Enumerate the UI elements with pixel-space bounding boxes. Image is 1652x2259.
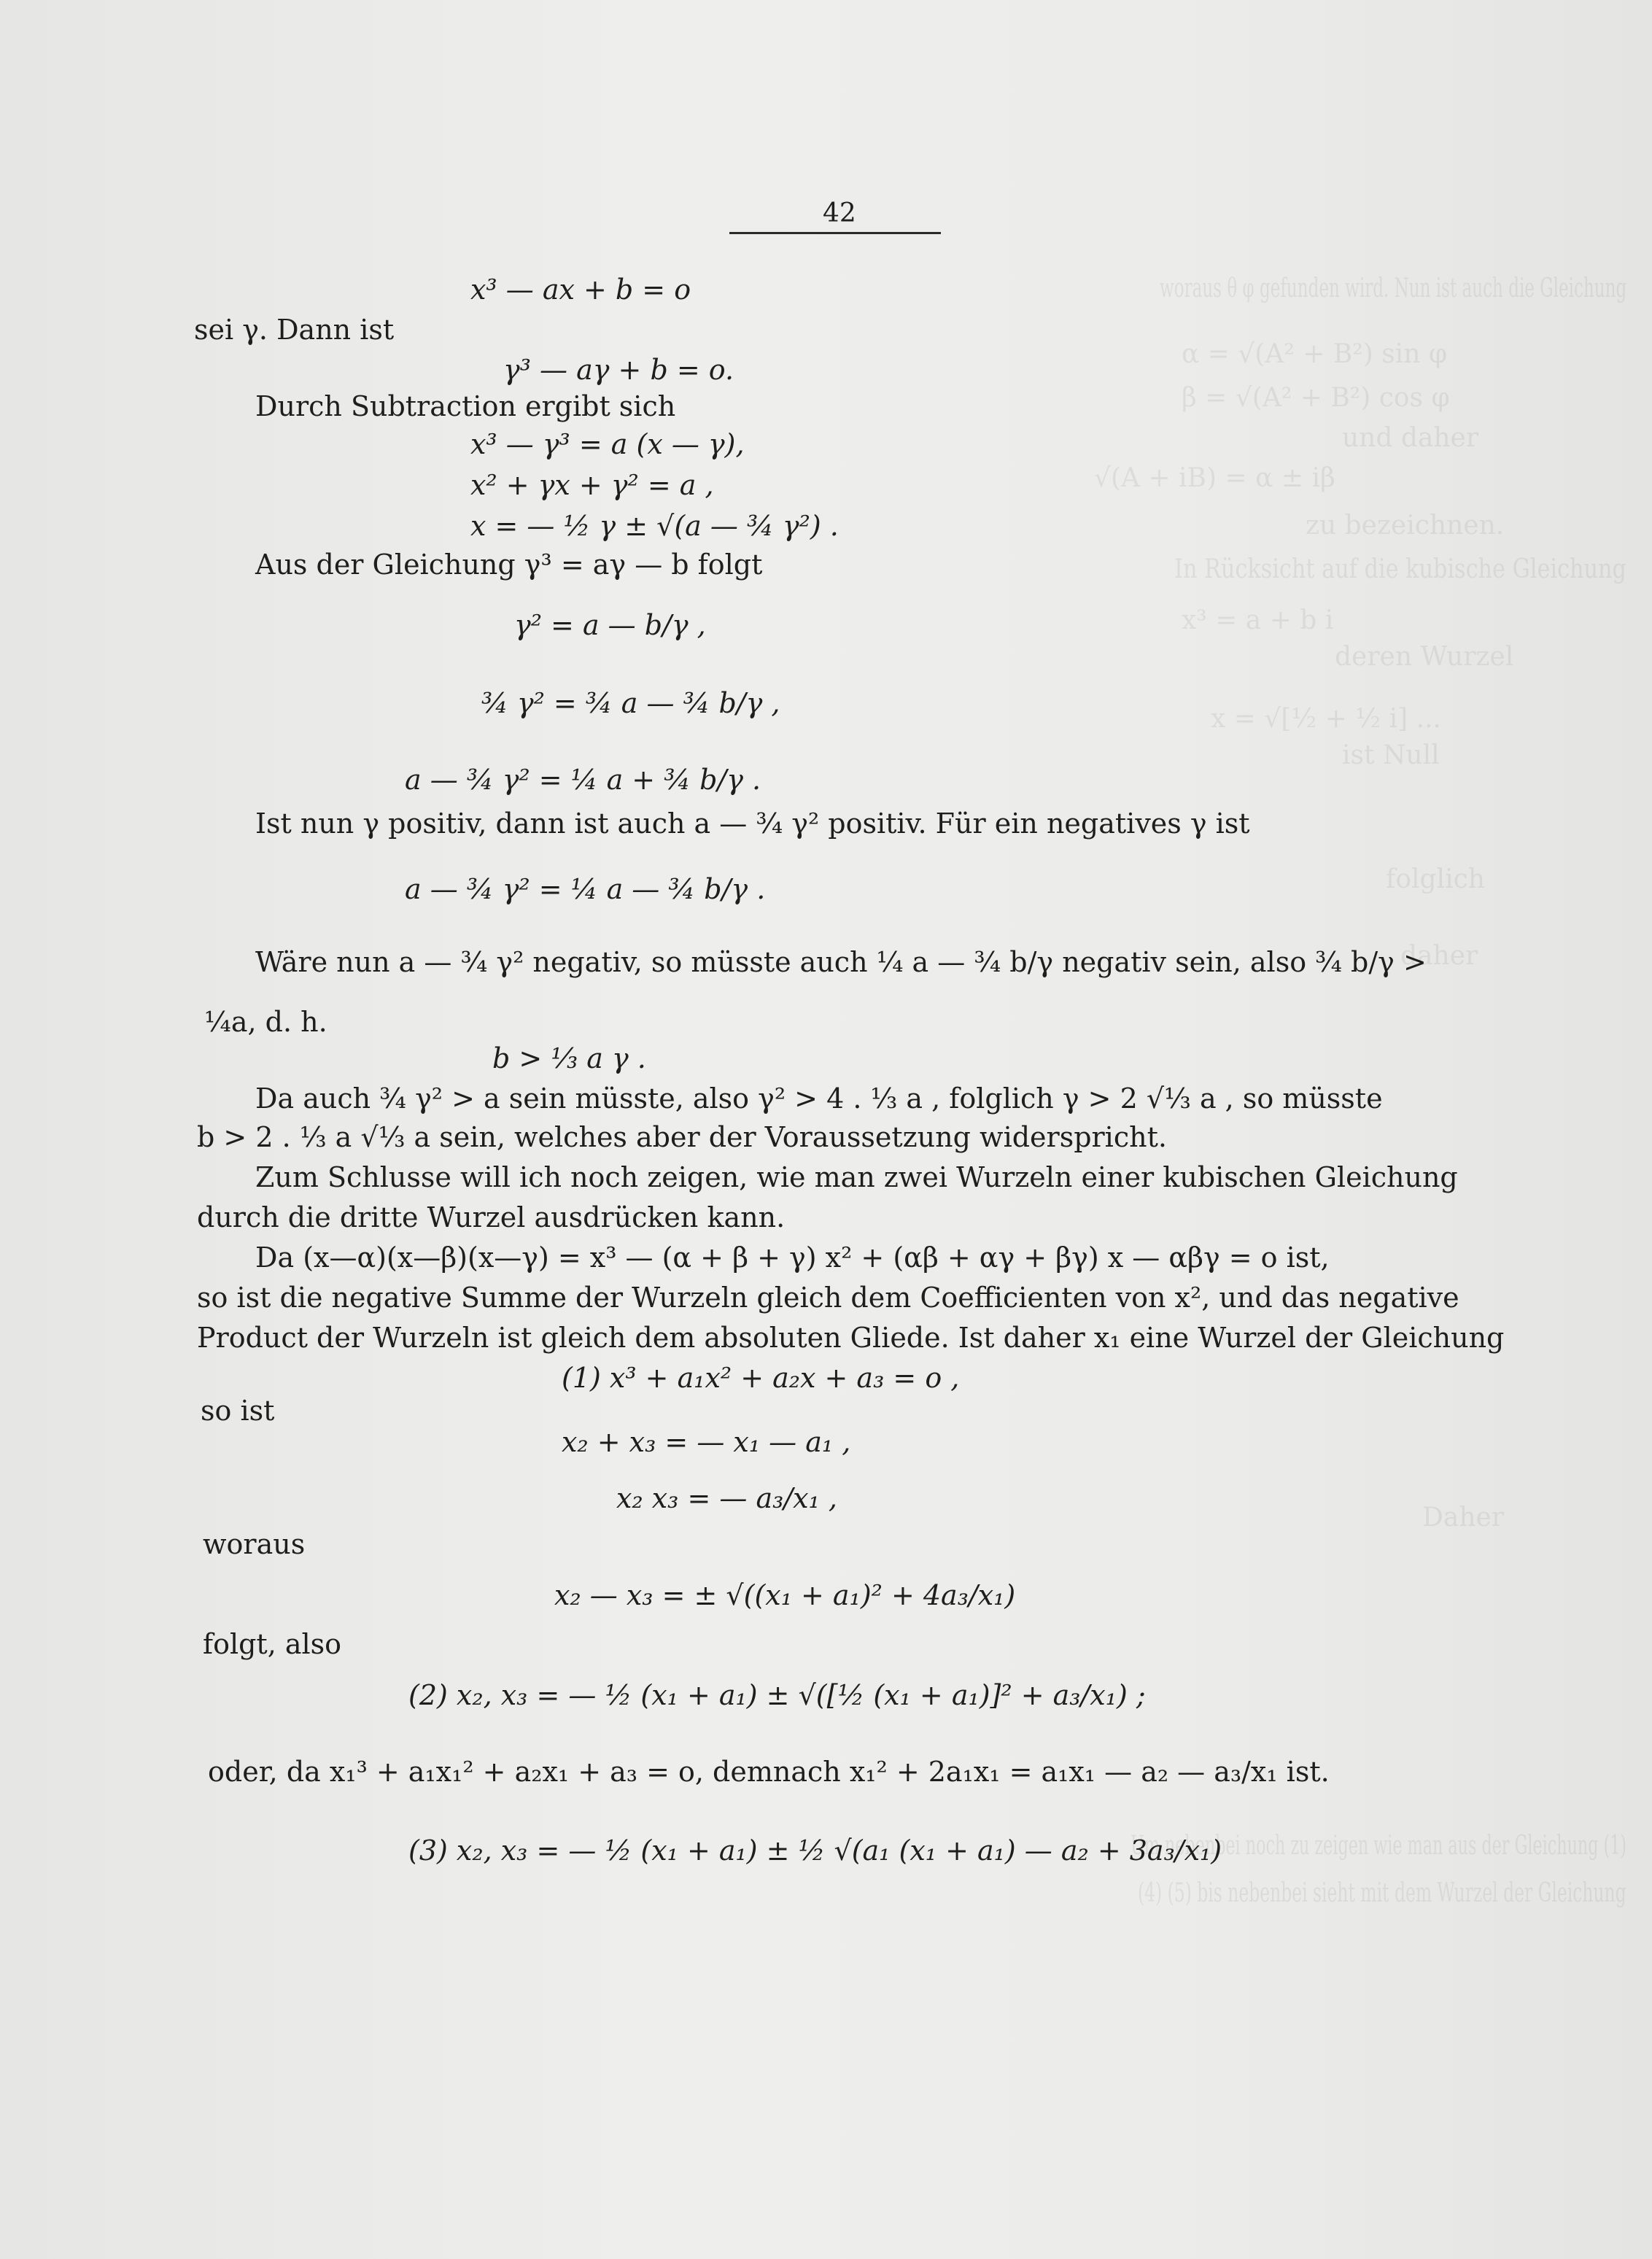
- bleed-line: und daher: [1342, 423, 1479, 453]
- equation-line: x₂ x₃ = — a₃/x₁ ,: [616, 1482, 837, 1514]
- text-line: oder, da x₁³ + a₁x₁² + a₂x₁ + a₃ = o, demnach x₁² + 2a₁x₁ = a₁x₁ — a₂ — a₃/x₁ ist.: [208, 1756, 1330, 1788]
- text-line: Wäre nun a — ¾ γ² negativ, so müsste auch ¼ a — ¾ b/γ negativ sein, also ¾ b/γ >: [255, 946, 1427, 978]
- text-line: Zum Schlusse will ich noch zeigen, wie man zwei Wurzeln einer kubischen Gleichung: [255, 1161, 1458, 1193]
- equation-line: (3) x₂, x₃ = — ½ (x₁ + a₁) ± ½ √(a₁ (x₁ + a₁) — a₂ + 3a₃/x₁): [408, 1834, 1222, 1867]
- equation-line: γ² = a — b/γ ,: [514, 609, 706, 641]
- text-line: Da (x—α)(x—β)(x—γ) = x³ — (α + β + γ) x² + (αβ + αγ + βγ) x — αβγ = o ist,: [255, 1241, 1330, 1274]
- text-line: sei γ. Dann ist: [194, 314, 395, 346]
- equation-line: b > ⅓ a γ .: [492, 1042, 646, 1074]
- bleed-line: x = √[½ + ½ i] ...: [1211, 704, 1441, 734]
- equation-line: (1) x³ + a₁x² + a₂x + a₃ = o ,: [562, 1362, 960, 1394]
- text-line: so ist die negative Summe der Wurzeln gleich dem Coefficienten von x², und das negative: [197, 1282, 1459, 1314]
- bleed-line: Daher: [1422, 1503, 1505, 1533]
- header-rule: [729, 232, 941, 234]
- equation-line: x³ — γ³ = a (x — γ),: [470, 428, 745, 460]
- page-number: 42: [823, 198, 856, 228]
- bleed-line: Um nebenbei noch zu zeigen wie man aus der Gleichung (1): [1131, 1831, 1627, 1861]
- equation-line: x₂ — x₃ = ± √((x₁ + a₁)² + 4a₃/x₁): [554, 1579, 1016, 1611]
- text-line: so ist: [201, 1395, 275, 1427]
- equation-line: x = — ½ γ ± √(a — ¾ γ²) .: [470, 510, 839, 542]
- bleed-line: (4) (5) bis nebenbei sieht mit dem Wurzel der Gleichung: [1138, 1878, 1626, 1908]
- bleed-line: ist Null: [1342, 740, 1440, 770]
- bleed-line: folglich: [1386, 864, 1485, 894]
- text-line: Durch Subtraction ergibt sich: [255, 390, 676, 422]
- text-line: Product der Wurzeln ist gleich dem absoluten Gliede. Ist daher x₁ eine Wurzel der Gleichung: [197, 1322, 1505, 1354]
- bleed-line: In Rücksicht auf die kubische Gleichung: [1174, 554, 1626, 584]
- text-line: durch die dritte Wurzel ausdrücken kann.: [197, 1201, 786, 1233]
- bleed-line: x³ = a + b i: [1182, 605, 1334, 635]
- bleed-line: daher: [1400, 941, 1478, 971]
- text-line: Da auch ¾ γ² > a sein müsste, also γ² > 4 . ⅓ a , folglich γ > 2 √⅓ a , so müsste: [255, 1082, 1383, 1115]
- equation-line: x² + γx + γ² = a ,: [470, 469, 714, 501]
- equation-line: γ³ — aγ + b = o.: [503, 354, 734, 386]
- bleed-line: zu bezeichnen.: [1306, 511, 1505, 540]
- equation-line: ¾ γ² = ¾ a — ¾ b/γ ,: [481, 687, 780, 719]
- text-line: ¼a, d. h.: [204, 1006, 327, 1038]
- text-line: folgt, also: [203, 1628, 342, 1660]
- text-line: Ist nun γ positiv, dann ist auch a — ¾ γ² positiv. Für ein negatives γ ist: [255, 807, 1250, 840]
- text-line: woraus: [203, 1528, 306, 1560]
- equation-line: a — ¾ γ² = ¼ a + ¾ b/γ .: [405, 764, 761, 796]
- text-line: Aus der Gleichung γ³ = aγ — b folgt: [255, 549, 763, 581]
- bleed-line: deren Wurzel: [1335, 642, 1514, 672]
- equation-line: x³ — ax + b = o: [470, 274, 691, 306]
- bleed-line: woraus θ φ gefunden wird. Nun ist auch die Gleichung: [1160, 274, 1627, 303]
- text-line: b > 2 . ⅓ a √⅓ a sein, welches aber der Voraussetzung widerspricht.: [197, 1121, 1167, 1153]
- equation-line: x₂ + x₃ = — x₁ — a₁ ,: [562, 1426, 851, 1458]
- bleed-line: α = √(A² + B²) sin φ: [1182, 339, 1448, 369]
- equation-line: (2) x₂, x₃ = — ½ (x₁ + a₁) ± √([½ (x₁ + a₁)]² + a₃/x₁) ;: [408, 1679, 1146, 1711]
- bleed-line: β = √(A² + B²) cos φ: [1182, 383, 1450, 413]
- bleed-line: √(A + iB) = α ± iβ: [1094, 463, 1335, 493]
- equation-line: a — ¾ γ² = ¼ a — ¾ b/γ .: [405, 873, 766, 905]
